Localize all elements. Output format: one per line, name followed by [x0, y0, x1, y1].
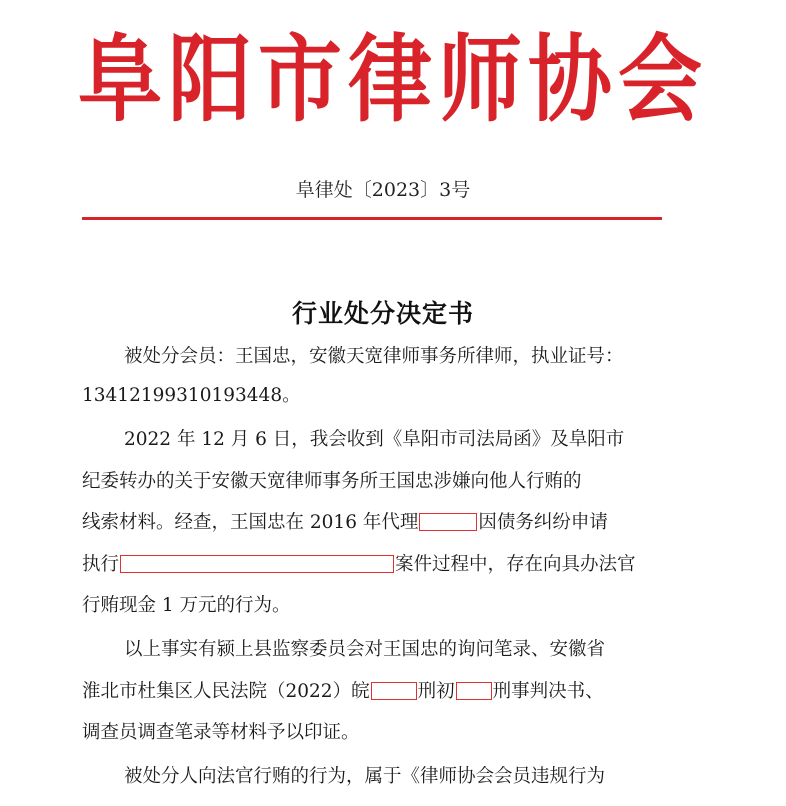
red-divider-rule: [82, 217, 662, 220]
para2-line5: 行贿现金 1 万元的行为。: [82, 595, 291, 616]
para2-line3-text-a: 线索材料。经查，王国忠在 2016 年代理: [82, 512, 419, 533]
redaction-box: [456, 682, 492, 700]
redaction-box: [419, 513, 477, 531]
para2-line4-text-a: 执行: [82, 554, 120, 575]
org-name-header: 阜阳市律师协会: [77, 24, 708, 135]
redaction-box: [120, 555, 394, 573]
para2-line4: [82, 550, 636, 580]
para3-line3: 调查员调查笔录等材料予以印证。: [82, 722, 360, 743]
para2-line3: [82, 508, 608, 538]
para3-line2-text-c: 刑事判决书、: [492, 681, 604, 702]
para4-line1: 被处分人向法官行贿的行为，属于《律师协会会员违规行为: [124, 766, 606, 787]
para2-line1: 2022 年 12 月 6 日，我会收到《阜阳市司法局函》及阜阳市: [124, 429, 625, 450]
para3-line2-text-b: 刑初: [417, 681, 455, 702]
para3-line2: [82, 677, 604, 707]
redaction-box: [371, 682, 417, 700]
document-number: 阜律处〔2023〕3号: [295, 179, 471, 201]
para2-line3-text-b: 因债务纠纷申请: [478, 512, 608, 533]
para2-line4-text-b: 案件过程中，存在向具办法官: [395, 554, 636, 575]
para1-line2: 13412199310193448。: [82, 385, 301, 406]
para2-line2: 纪委转办的关于安徽天宽律师事务所王国忠涉嫌向他人行贿的: [82, 471, 582, 492]
decision-title: 行业处分决定书: [291, 299, 474, 328]
para1-line1: 被处分会员：王国忠，安徽天宽律师事务所律师，执业证号：: [124, 346, 624, 367]
para3-line2-text-a: 淮北市杜集区人民法院（2022）皖: [82, 681, 370, 702]
para3-line1: 以上事实有颍上县监察委员会对王国忠的询问笔录、安徽省: [124, 639, 606, 660]
